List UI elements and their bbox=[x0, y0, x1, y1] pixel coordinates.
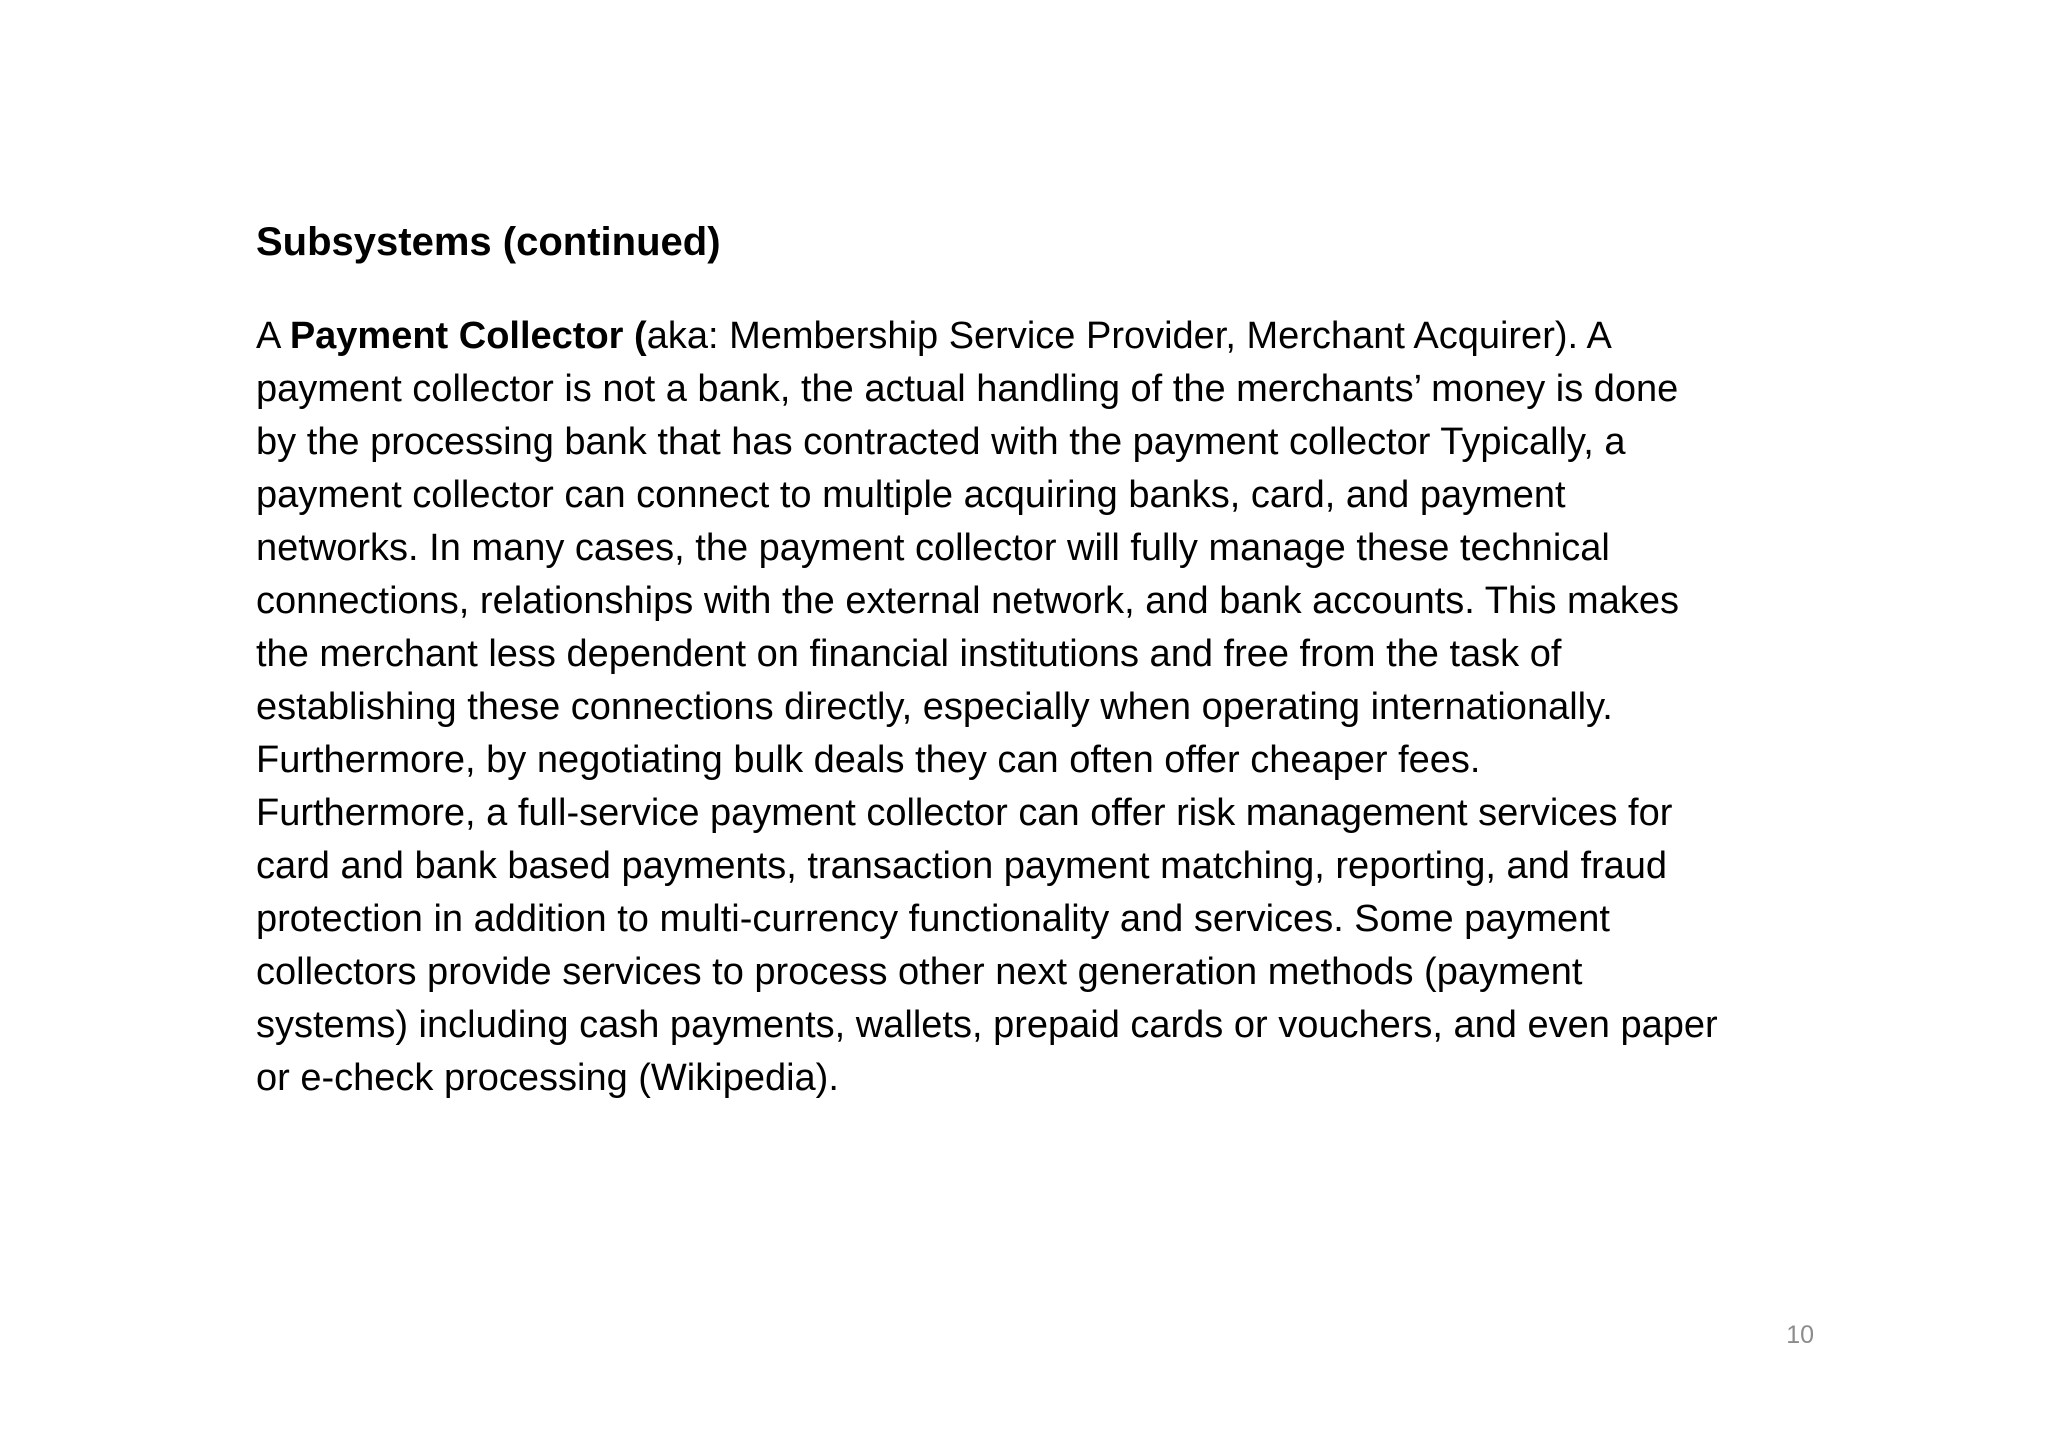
body-line: systems) including cash payments, wallets, prepaid cards or vouchers, and even paper bbox=[256, 1004, 1718, 1046]
body-line: connections, relationships with the external network, and bank accounts. This makes bbox=[256, 580, 1679, 622]
body-line: establishing these connections directly, especially when operating internationally. bbox=[256, 686, 1613, 728]
body-line: by the processing bank that has contracted with the payment collector Typically, a bbox=[256, 421, 1626, 463]
body-line: networks. In many cases, the payment collector will fully manage these technical bbox=[256, 527, 1610, 569]
body-line: card and bank based payments, transaction payment matching, reporting, and fraud bbox=[256, 845, 1668, 887]
page-number: 10 bbox=[1786, 1321, 1814, 1349]
slide-title: Subsystems (continued) bbox=[256, 220, 721, 264]
body-line: Furthermore, a full-service payment collector can offer risk management services for bbox=[256, 792, 1673, 834]
body-line: payment collector can connect to multiple acquiring banks, card, and payment bbox=[256, 474, 1566, 516]
body-line: or e-check processing (Wikipedia). bbox=[256, 1057, 839, 1099]
body-line bbox=[256, 310, 1816, 363]
body-line: payment collector is not a bank, the actual handling of the merchants’ money is done bbox=[256, 368, 1679, 410]
body-line: collectors provide services to process other next generation methods (payment bbox=[256, 951, 1583, 993]
body-first-line-rest: aka: Membership Service Provider, Merchant Acquirer). A bbox=[646, 315, 1612, 357]
body-line: protection in addition to multi-currency functionality and services. Some payment bbox=[256, 898, 1610, 940]
body-line: Furthermore, by negotiating bulk deals they can often offer cheaper fees. bbox=[256, 739, 1481, 781]
body-prefix: A bbox=[256, 315, 290, 357]
slide-body bbox=[256, 310, 1816, 1105]
body-line: the merchant less dependent on financial institutions and free from the task of bbox=[256, 633, 1562, 675]
payment-collector-term: Payment Collector ( bbox=[289, 315, 647, 357]
